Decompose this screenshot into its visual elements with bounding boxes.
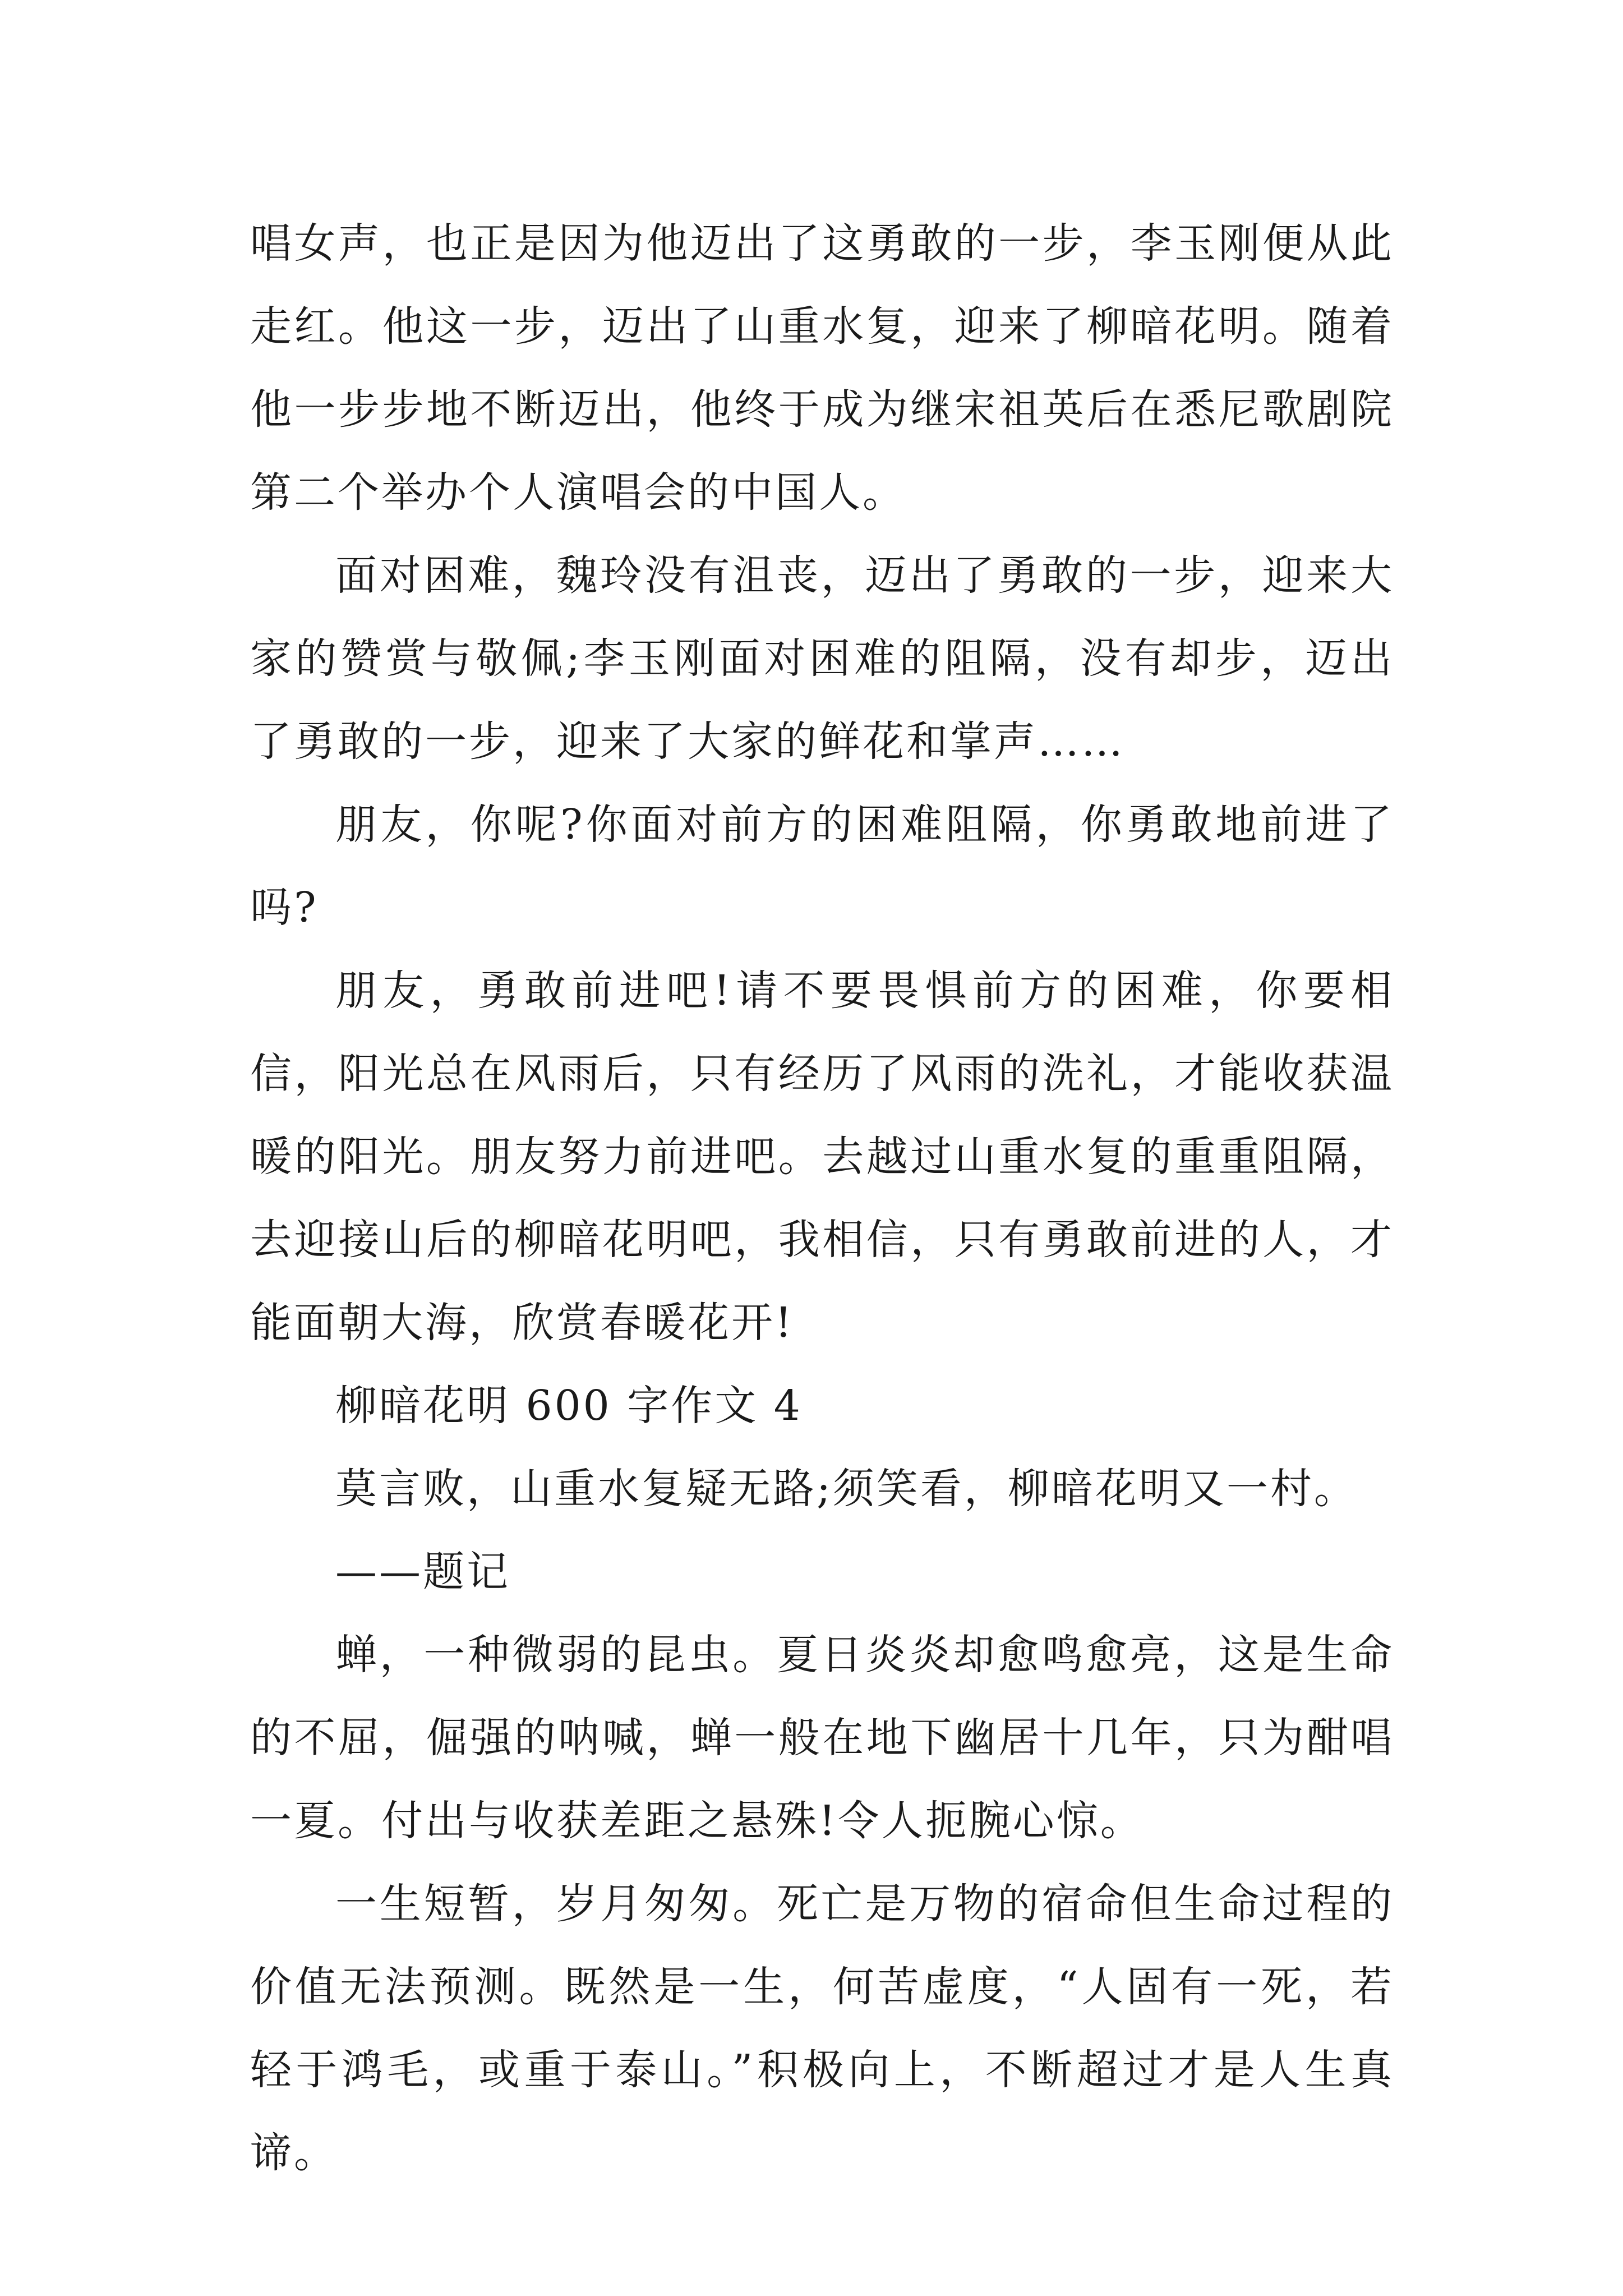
paragraph: 一生短暂，岁月匆匆。死亡是万物的宿命但生命过程的价值无法预测。既然是一生，何苦虚度，“人固有一死，若轻于鸿毛，或重于泰山。”积极向上，不断超过才是人生真谛。 [250,1880,1394,2177]
epigraph: 莫言败，山重水复疑无路;须笑看，柳暗花明又一村。 [335,1465,1358,1513]
paragraph: 朋友，勇敢前进吧!请不要畏惧前方的困难，你要相信，阳光总在风雨后，只有经历了风雨的洗礼，才能收获温暖的阳光。朋友努力前进吧。去越过山重水复的重重阻隔，去迎接山后的柳暗花明吧，我相信，只有勇敢前进的人，才能面朝大海，欣赏春暖花开! [250,967,1394,1347]
essay-title: 柳暗花明 600 字作文 4 [335,1382,803,1430]
paragraph: 面对困难，魏玲没有沮丧，迈出了勇敢的一步，迎来大家的赞赏与敬佩;李玉刚面对困难的阻隔，没有却步，迈出了勇敢的一步，迎来了大家的鲜花和掌声…… [250,551,1394,766]
essay-body [250,202,1394,2194]
paragraph: 蝉，一种微弱的昆虫。夏日炎炎却愈鸣愈亮，这是生命的不屈，倔强的呐喊，蝉一般在地下幽居十几年，只为酣唱一夏。付出与收获差距之悬殊!令人扼腕心惊。 [250,1631,1394,1845]
epigraph-attribution: ——题记 [335,1548,510,1596]
paragraph: 朋友，你呢?你面对前方的困难阻隔，你勇敢地前进了吗? [250,800,1394,932]
paragraph-continuation: 唱女声，也正是因为他迈出了这勇敢的一步，李玉刚便从此走红。他这一步，迈出了山重水复，迎来了柳暗花明。随着他一步步地不断迈出，他终于成为继宋祖英后在悉尼歌剧院第二个举办个人演唱会的中国人。 [250,219,1394,517]
